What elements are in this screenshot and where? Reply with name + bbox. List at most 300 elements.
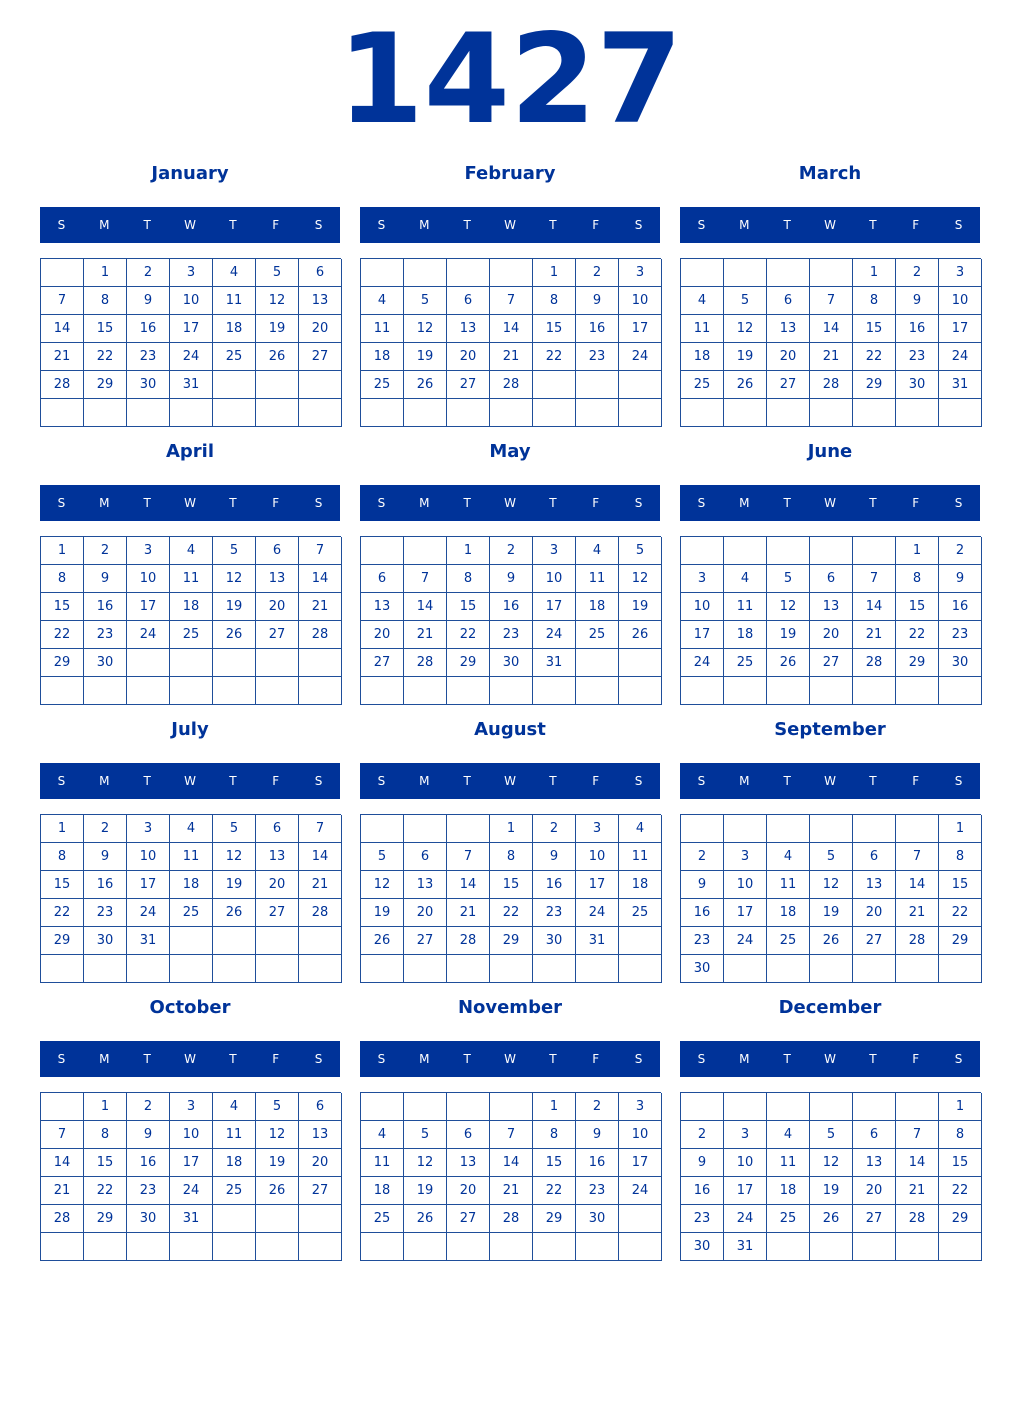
empty-day-cell (490, 1233, 533, 1261)
weekday-label: M (739, 1052, 750, 1066)
day-cell: 12 (810, 871, 853, 899)
day-cell: 19 (404, 1177, 447, 1205)
month-name: April (165, 441, 215, 462)
day-cell: 16 (533, 871, 576, 899)
weekday-label: M (419, 774, 430, 788)
day-cell: 12 (256, 1121, 299, 1149)
day-cell: 4 (361, 287, 404, 315)
day-cell: 15 (84, 1149, 127, 1177)
empty-day-cell (256, 677, 299, 705)
empty-day-cell (619, 371, 662, 399)
month-name: November (457, 997, 563, 1018)
weekday-label: S (697, 496, 706, 510)
day-cell: 14 (896, 1149, 939, 1177)
day-cell: 20 (299, 315, 342, 343)
empty-day-cell (127, 1233, 170, 1261)
day-cell: 28 (41, 371, 84, 399)
weekday-label: F (912, 774, 920, 788)
day-cell: 6 (853, 1121, 896, 1149)
day-cell: 25 (767, 927, 810, 955)
day-cell: 1 (447, 537, 490, 565)
day-cell: 7 (41, 1121, 84, 1149)
empty-day-cell (681, 815, 724, 843)
day-cell: 21 (299, 871, 342, 899)
empty-day-cell (361, 537, 404, 565)
day-cell: 6 (404, 843, 447, 871)
day-cell: 28 (299, 899, 342, 927)
empty-day-cell (724, 677, 767, 705)
empty-day-cell (896, 399, 939, 427)
day-cell: 30 (127, 371, 170, 399)
day-cell: 5 (404, 1121, 447, 1149)
day-cell: 27 (404, 927, 447, 955)
weekday-label: T (463, 218, 471, 232)
weekday-label: F (912, 496, 920, 510)
weekday-label: T (229, 496, 237, 510)
empty-day-cell (404, 955, 447, 983)
day-cell: 12 (810, 1149, 853, 1177)
day-cell: 3 (724, 1121, 767, 1149)
day-cell: 3 (127, 815, 170, 843)
day-cell: 13 (361, 593, 404, 621)
day-cell: 6 (299, 1093, 342, 1121)
weekday-label: W (504, 774, 516, 788)
day-cell: 13 (404, 871, 447, 899)
day-cell: 14 (447, 871, 490, 899)
empty-day-cell (724, 1093, 767, 1121)
weekday-label: M (419, 1052, 430, 1066)
empty-day-cell (681, 259, 724, 287)
day-cell: 29 (533, 1205, 576, 1233)
weekday-label: M (99, 774, 110, 788)
empty-day-cell (576, 649, 619, 677)
empty-day-cell (681, 677, 724, 705)
day-cell: 12 (767, 593, 810, 621)
day-cell: 1 (41, 537, 84, 565)
day-cell: 31 (170, 371, 213, 399)
day-cell: 16 (681, 1177, 724, 1205)
empty-day-cell (490, 1093, 533, 1121)
empty-day-cell (41, 259, 84, 287)
month-august (360, 716, 660, 986)
empty-day-cell (299, 371, 342, 399)
day-cell: 6 (447, 287, 490, 315)
weekday-label: S (314, 774, 323, 788)
day-cell: 5 (767, 565, 810, 593)
day-cell: 24 (127, 899, 170, 927)
day-cell: 26 (361, 927, 404, 955)
day-cell: 28 (41, 1205, 84, 1233)
empty-day-cell (533, 955, 576, 983)
weekday-label: S (634, 774, 643, 788)
day-cell: 24 (724, 927, 767, 955)
day-cell: 19 (256, 1149, 299, 1177)
empty-day-cell (939, 399, 982, 427)
day-cell: 4 (576, 537, 619, 565)
day-cell: 9 (576, 287, 619, 315)
month-name: February (464, 163, 556, 184)
empty-day-cell (810, 677, 853, 705)
empty-day-cell (299, 927, 342, 955)
day-cell: 20 (256, 593, 299, 621)
day-cell: 3 (619, 1093, 662, 1121)
day-cell: 13 (447, 1149, 490, 1177)
weekday-label: F (912, 1052, 920, 1066)
empty-day-cell (810, 537, 853, 565)
day-cell: 7 (490, 1121, 533, 1149)
empty-day-cell (619, 1233, 662, 1261)
empty-day-cell (939, 677, 982, 705)
empty-day-cell (256, 927, 299, 955)
day-cell: 19 (256, 315, 299, 343)
weekday-label: S (314, 496, 323, 510)
empty-day-cell (361, 399, 404, 427)
day-cell: 14 (853, 593, 896, 621)
day-cell: 18 (681, 343, 724, 371)
empty-day-cell (299, 1205, 342, 1233)
day-cell: 18 (767, 1177, 810, 1205)
empty-day-cell (404, 815, 447, 843)
empty-day-cell (724, 399, 767, 427)
empty-day-cell (767, 1093, 810, 1121)
day-cell: 10 (681, 593, 724, 621)
day-cell: 25 (213, 343, 256, 371)
day-cell: 21 (896, 1177, 939, 1205)
weekday-label: T (143, 774, 151, 788)
day-cell: 7 (299, 815, 342, 843)
day-cell: 18 (170, 871, 213, 899)
empty-day-cell (533, 371, 576, 399)
day-cell: 15 (853, 315, 896, 343)
day-cell: 3 (724, 843, 767, 871)
day-cell: 14 (810, 315, 853, 343)
day-cell: 29 (41, 927, 84, 955)
weekday-label: W (824, 1052, 836, 1066)
empty-day-cell (170, 399, 213, 427)
day-cell: 27 (853, 927, 896, 955)
month-december (680, 994, 980, 1264)
day-cell: 8 (939, 1121, 982, 1149)
empty-day-cell (127, 399, 170, 427)
day-cell: 31 (576, 927, 619, 955)
day-cell: 8 (896, 565, 939, 593)
empty-day-cell (256, 371, 299, 399)
day-cell: 4 (361, 1121, 404, 1149)
day-cell: 20 (404, 899, 447, 927)
day-cell: 5 (404, 287, 447, 315)
day-cell: 1 (939, 1093, 982, 1121)
month-name: August (474, 719, 546, 740)
weekday-label: M (739, 774, 750, 788)
day-cell: 22 (896, 621, 939, 649)
day-cell: 25 (619, 899, 662, 927)
weekday-label: T (549, 218, 557, 232)
day-cell: 28 (896, 1205, 939, 1233)
empty-day-cell (767, 1233, 810, 1261)
day-cell: 22 (490, 899, 533, 927)
day-cell: 14 (490, 1149, 533, 1177)
day-grid (360, 536, 661, 705)
day-cell: 10 (170, 1121, 213, 1149)
day-cell: 14 (41, 1149, 84, 1177)
day-cell: 9 (84, 843, 127, 871)
day-cell: 21 (490, 343, 533, 371)
empty-day-cell (619, 649, 662, 677)
day-cell: 8 (490, 843, 533, 871)
weekday-label: W (824, 774, 836, 788)
day-cell: 9 (681, 1149, 724, 1177)
empty-day-cell (896, 955, 939, 983)
weekday-label: M (739, 496, 750, 510)
empty-day-cell (404, 399, 447, 427)
day-cell: 29 (853, 371, 896, 399)
day-cell: 5 (810, 843, 853, 871)
day-cell: 9 (127, 1121, 170, 1149)
day-cell: 10 (533, 565, 576, 593)
day-cell: 2 (681, 1121, 724, 1149)
weekday-label: M (419, 218, 430, 232)
day-cell: 10 (170, 287, 213, 315)
day-cell: 22 (533, 343, 576, 371)
empty-day-cell (213, 371, 256, 399)
day-cell: 16 (576, 315, 619, 343)
day-cell: 28 (299, 621, 342, 649)
day-cell: 24 (681, 649, 724, 677)
month-name: March (798, 163, 862, 184)
day-grid (40, 536, 341, 705)
empty-day-cell (619, 955, 662, 983)
day-cell: 11 (361, 315, 404, 343)
day-grid (680, 536, 981, 705)
day-cell: 3 (533, 537, 576, 565)
empty-day-cell (447, 1093, 490, 1121)
month-october (40, 994, 340, 1264)
day-cell: 23 (896, 343, 939, 371)
day-cell: 30 (681, 1233, 724, 1261)
day-cell: 3 (170, 1093, 213, 1121)
day-cell: 28 (810, 371, 853, 399)
empty-day-cell (170, 649, 213, 677)
month-name: January (151, 163, 229, 184)
day-grid (680, 814, 981, 983)
day-cell: 5 (213, 815, 256, 843)
weekday-label: S (634, 1052, 643, 1066)
day-cell: 27 (256, 899, 299, 927)
day-cell: 4 (213, 1093, 256, 1121)
day-cell: 17 (127, 593, 170, 621)
empty-day-cell (447, 815, 490, 843)
day-cell: 26 (767, 649, 810, 677)
day-cell: 11 (361, 1149, 404, 1177)
weekday-label: S (57, 218, 66, 232)
weekday-label: T (783, 1052, 791, 1066)
day-cell: 13 (767, 315, 810, 343)
weekday-label: S (697, 774, 706, 788)
day-cell: 27 (810, 649, 853, 677)
day-cell: 2 (84, 537, 127, 565)
year-title: 1427 (337, 8, 683, 152)
day-cell: 18 (213, 1149, 256, 1177)
day-cell: 28 (404, 649, 447, 677)
day-cell: 22 (853, 343, 896, 371)
day-cell: 26 (213, 899, 256, 927)
month-name: October (149, 997, 231, 1018)
day-cell: 16 (127, 1149, 170, 1177)
day-cell: 18 (361, 1177, 404, 1205)
day-cell: 26 (724, 371, 767, 399)
day-cell: 27 (447, 1205, 490, 1233)
day-cell: 4 (213, 259, 256, 287)
day-cell: 27 (299, 1177, 342, 1205)
empty-day-cell (361, 1233, 404, 1261)
empty-day-cell (213, 927, 256, 955)
weekday-label: T (549, 774, 557, 788)
day-cell: 7 (404, 565, 447, 593)
empty-day-cell (681, 399, 724, 427)
day-cell: 13 (256, 843, 299, 871)
day-cell: 10 (619, 287, 662, 315)
empty-day-cell (213, 955, 256, 983)
day-cell: 1 (490, 815, 533, 843)
day-cell: 29 (84, 371, 127, 399)
day-cell: 22 (939, 899, 982, 927)
empty-day-cell (404, 1233, 447, 1261)
day-cell: 10 (127, 843, 170, 871)
day-cell: 20 (447, 1177, 490, 1205)
day-cell: 28 (490, 371, 533, 399)
empty-day-cell (361, 1093, 404, 1121)
empty-day-cell (447, 955, 490, 983)
day-cell: 1 (41, 815, 84, 843)
month-name: December (778, 997, 882, 1018)
day-cell: 15 (939, 871, 982, 899)
day-cell: 13 (853, 871, 896, 899)
empty-day-cell (84, 399, 127, 427)
day-cell: 20 (810, 621, 853, 649)
empty-day-cell (299, 1233, 342, 1261)
day-cell: 19 (213, 593, 256, 621)
weekday-label: S (954, 218, 963, 232)
day-cell: 22 (939, 1177, 982, 1205)
empty-day-cell (619, 1205, 662, 1233)
empty-day-cell (299, 677, 342, 705)
day-cell: 23 (576, 343, 619, 371)
weekday-label: W (184, 774, 196, 788)
empty-day-cell (810, 1233, 853, 1261)
empty-day-cell (896, 1093, 939, 1121)
day-cell: 23 (84, 899, 127, 927)
empty-day-cell (256, 399, 299, 427)
empty-day-cell (170, 927, 213, 955)
day-cell: 20 (361, 621, 404, 649)
day-cell: 21 (41, 343, 84, 371)
weekday-label: F (912, 218, 920, 232)
day-cell: 24 (533, 621, 576, 649)
day-cell: 16 (576, 1149, 619, 1177)
day-cell: 2 (576, 1093, 619, 1121)
day-cell: 4 (681, 287, 724, 315)
day-cell: 8 (41, 843, 84, 871)
empty-day-cell (127, 649, 170, 677)
month-february (360, 160, 660, 430)
weekday-label: W (184, 218, 196, 232)
empty-day-cell (299, 955, 342, 983)
empty-day-cell (853, 677, 896, 705)
day-cell: 1 (853, 259, 896, 287)
day-cell: 1 (533, 1093, 576, 1121)
day-cell: 12 (404, 1149, 447, 1177)
empty-day-cell (404, 677, 447, 705)
weekday-label: S (57, 496, 66, 510)
day-cell: 8 (533, 1121, 576, 1149)
weekday-label: M (739, 218, 750, 232)
empty-day-cell (619, 677, 662, 705)
day-cell: 7 (810, 287, 853, 315)
day-cell: 19 (810, 1177, 853, 1205)
day-cell: 17 (681, 621, 724, 649)
month-january (40, 160, 340, 430)
day-cell: 21 (447, 899, 490, 927)
day-cell: 2 (576, 259, 619, 287)
empty-day-cell (853, 815, 896, 843)
day-cell: 9 (681, 871, 724, 899)
day-cell: 29 (939, 1205, 982, 1233)
day-cell: 5 (810, 1121, 853, 1149)
weekday-label: W (824, 218, 836, 232)
month-april (40, 438, 340, 708)
day-cell: 6 (767, 287, 810, 315)
empty-day-cell (533, 1233, 576, 1261)
day-cell: 17 (170, 315, 213, 343)
day-cell: 7 (41, 287, 84, 315)
empty-day-cell (256, 1205, 299, 1233)
day-cell: 21 (404, 621, 447, 649)
empty-day-cell (724, 955, 767, 983)
day-cell: 29 (490, 927, 533, 955)
weekday-header (680, 207, 980, 243)
empty-day-cell (619, 399, 662, 427)
day-cell: 21 (490, 1177, 533, 1205)
month-may (360, 438, 660, 708)
day-cell: 4 (724, 565, 767, 593)
day-cell: 27 (361, 649, 404, 677)
day-cell: 18 (170, 593, 213, 621)
weekday-label: S (377, 1052, 386, 1066)
day-cell: 17 (170, 1149, 213, 1177)
day-cell: 15 (447, 593, 490, 621)
weekday-label: T (869, 1052, 877, 1066)
day-cell: 11 (619, 843, 662, 871)
weekday-label: M (419, 496, 430, 510)
weekday-label: M (99, 496, 110, 510)
empty-day-cell (533, 677, 576, 705)
empty-day-cell (810, 1093, 853, 1121)
empty-day-cell (299, 399, 342, 427)
empty-day-cell (724, 537, 767, 565)
day-grid (360, 1092, 661, 1261)
day-cell: 4 (619, 815, 662, 843)
day-cell: 22 (84, 343, 127, 371)
day-cell: 9 (490, 565, 533, 593)
day-cell: 8 (533, 287, 576, 315)
day-cell: 29 (939, 927, 982, 955)
empty-day-cell (447, 399, 490, 427)
day-cell: 2 (84, 815, 127, 843)
weekday-label: T (463, 774, 471, 788)
empty-day-cell (576, 1233, 619, 1261)
day-cell: 15 (533, 315, 576, 343)
day-cell: 19 (404, 343, 447, 371)
